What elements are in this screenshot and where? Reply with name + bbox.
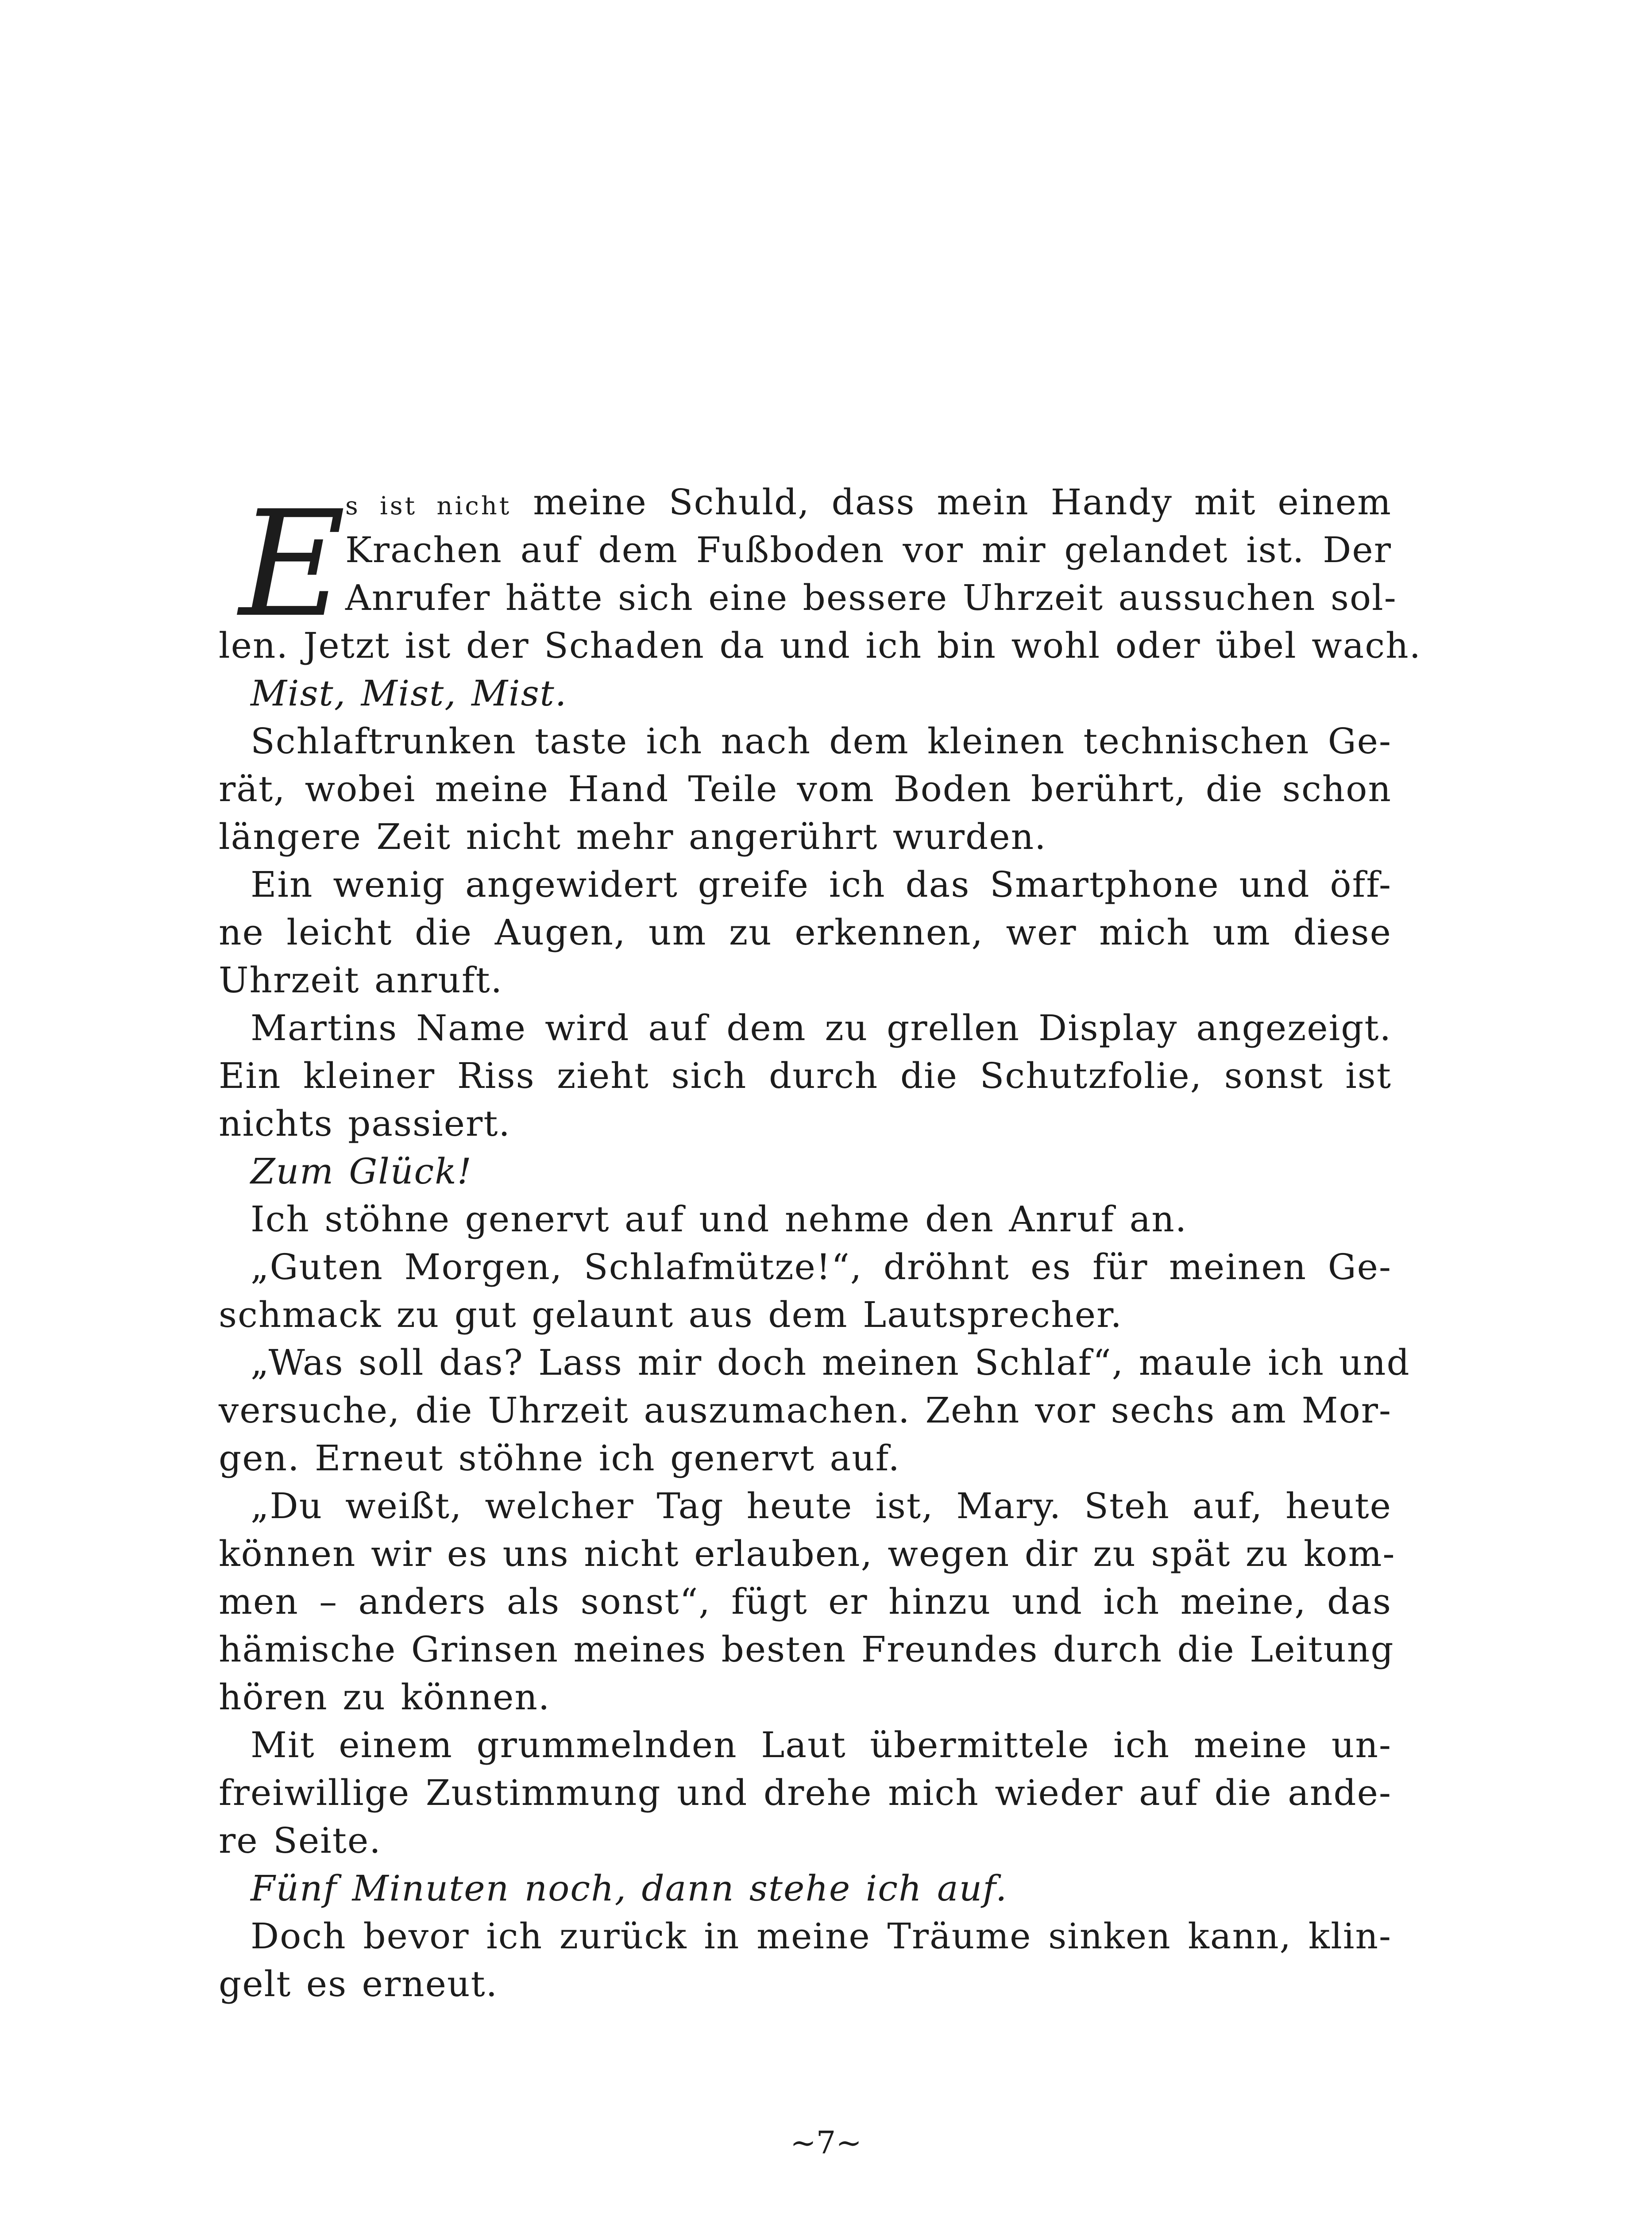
text-line: Doch bevor ich zurück in meine Träume sinken kann, klin- (251, 1916, 1392, 1957)
text-line: Ein wenig angewidert greife ich das Smartphone und öff- (251, 864, 1392, 905)
text-line: gen. Erneut stöhne ich genervt auf. (219, 1438, 900, 1479)
text-line: Uhrzeit anruft. (219, 960, 503, 1001)
text-line: freiwillige Zustimmung und drehe mich wieder auf die ande- (219, 1772, 1392, 1813)
text-line: schmack zu gut gelaunt aus dem Lautsprecher. (219, 1294, 1123, 1335)
text-line: längere Zeit nicht mehr angerührt wurden. (219, 816, 1047, 857)
text-line: men – anders als sonst“, fügt er hinzu und ich meine, das (219, 1581, 1392, 1622)
text-line: versuche, die Uhrzeit auszumachen. Zehn vor sechs am Mor- (219, 1390, 1392, 1431)
text-line: hören zu können. (219, 1677, 551, 1718)
text-line: Ich stöhne genervt auf und nehme den Anruf an. (251, 1199, 1188, 1240)
text-line: rät, wobei meine Hand Teile vom Boden berührt, die schon (219, 768, 1392, 810)
text-line: hämische Grinsen meines besten Freundes durch die Leitung (219, 1629, 1394, 1670)
text-line: „Du weißt, welcher Tag heute ist, Mary. Steh auf, heute (251, 1485, 1392, 1527)
text-line: „Guten Morgen, Schlafmütze!“, dröhnt es für meinen Ge- (251, 1246, 1392, 1288)
text-line: Mit einem grummelnden Laut übermittele ich meine un- (251, 1724, 1392, 1766)
text-line: Fünf Minuten noch, dann stehe ich auf. (251, 1868, 1008, 1909)
text-line: Mist, Mist, Mist. (251, 673, 567, 714)
text-line: können wir es uns nicht erlauben, wegen dir zu spät zu kom- (219, 1533, 1396, 1574)
text-line: Ein kleiner Riss zieht sich durch die Schutzfolie, sonst ist (219, 1055, 1392, 1096)
small-caps-opening: s ist nicht (345, 492, 512, 520)
page-number: ~7~ (790, 2124, 862, 2161)
text-line: s ist nicht meine Schuld, dass mein Handy mit einem (345, 482, 1392, 523)
text-line: gelt es erneut. (219, 1963, 498, 2005)
text-line: Zum Glück! (251, 1151, 472, 1192)
text-line: ne leicht die Augen, um zu erkennen, wer mich um diese (219, 912, 1392, 953)
text-line: len. Jetzt ist der Schaden da und ich bin wohl oder übel wach. (219, 625, 1422, 666)
text-line: „Was soll das? Lass mir doch meinen Schlaf“, maule ich und (251, 1342, 1410, 1383)
text-line: Krachen auf dem Fußboden vor mir gelandet ist. Der (345, 529, 1392, 571)
text-line: Schlaftrunken taste ich nach dem kleinen technischen Ge- (251, 721, 1392, 762)
text-line: re Seite. (219, 1820, 382, 1861)
text-line: Martins Name wird auf dem zu grellen Display angezeigt. (251, 1007, 1392, 1049)
text-line: nichts passiert. (219, 1103, 511, 1144)
drop-cap: E (239, 479, 346, 649)
text-line: Anrufer hätte sich eine bessere Uhrzeit aussuchen sol- (345, 577, 1397, 618)
